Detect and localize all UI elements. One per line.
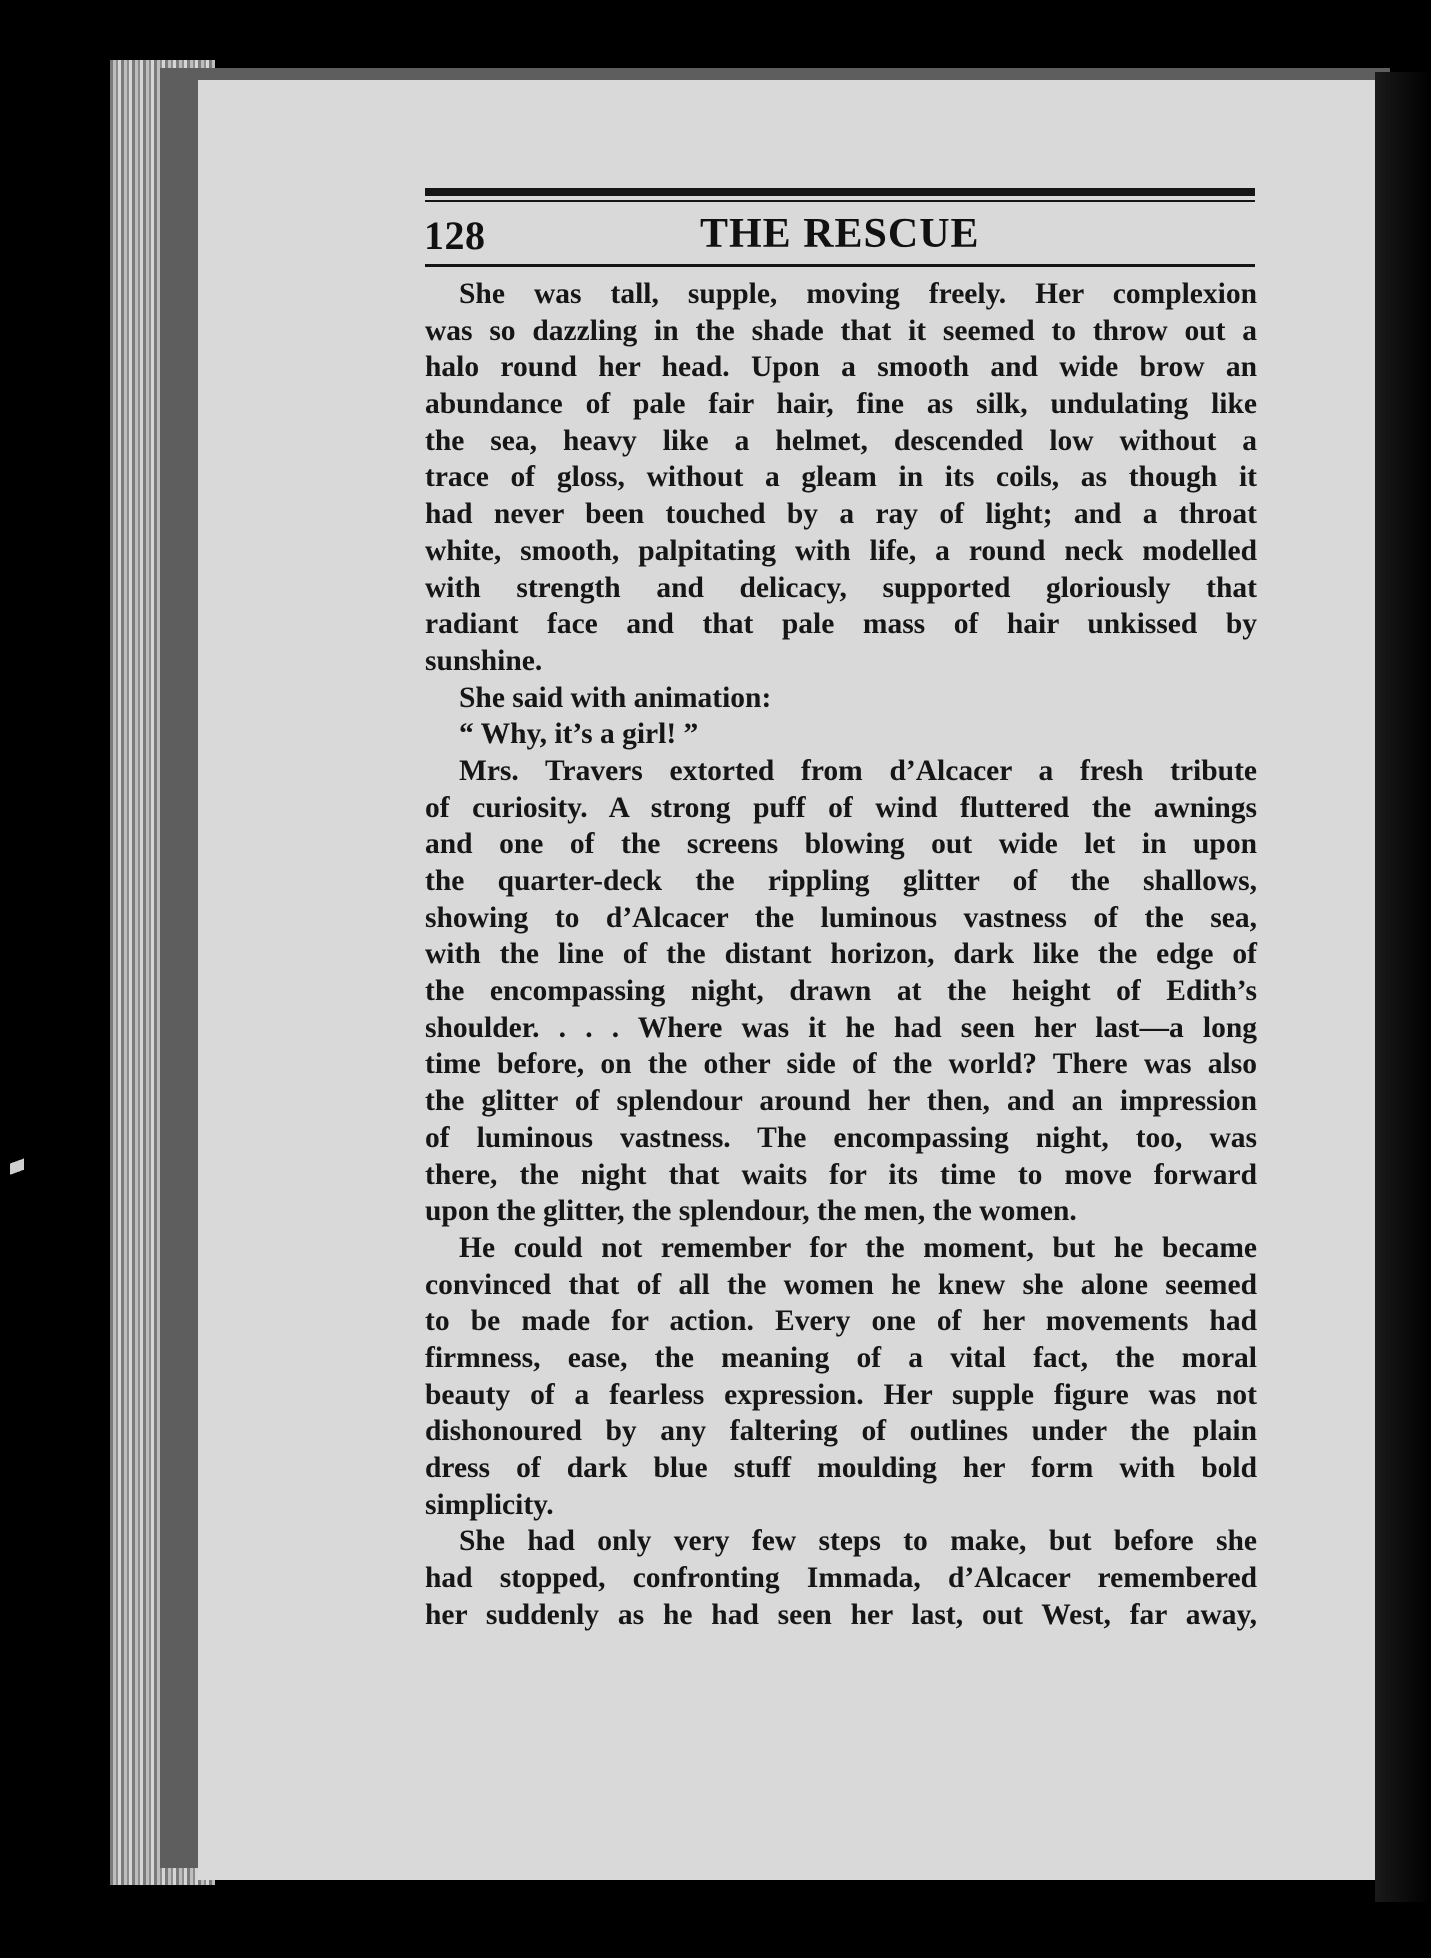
text-line: He could not remember for the moment, but he became	[459, 1231, 1257, 1264]
text-line: to be made for action. Every one of her movements had	[425, 1305, 1257, 1338]
text-line: upon the glitter, the splendour, the men, the women.	[425, 1195, 1077, 1228]
text-line: and one of the screens blowing out wide let in upon	[425, 828, 1257, 861]
text-line: dress of dark blue stuff moulding her form with bold	[425, 1452, 1257, 1484]
text-line: showing to d’Alcacer the luminous vastness of the sea,	[425, 901, 1257, 934]
text-line: was so dazzling in the shade that it seemed to throw out a	[425, 314, 1257, 347]
text-line: dishonoured by any faltering of outlines under the plain	[425, 1415, 1257, 1448]
text-line: the encompassing night, drawn at the height of Edith’s	[425, 975, 1257, 1008]
text-line: radiant face and that pale mass of hair unkissed by	[425, 608, 1257, 641]
header-rule-thick	[425, 188, 1255, 196]
header-rule-thin	[425, 200, 1255, 202]
text-line: her suddenly as he had seen her last, out West, far away,	[425, 1598, 1257, 1631]
text-line: Mrs. Travers extorted from d’Alcacer a fresh tribute	[459, 754, 1257, 787]
text-line: She had only very few steps to make, but before she	[459, 1525, 1257, 1558]
text-line: time before, on the other side of the world? There was also	[425, 1048, 1257, 1081]
running-title: THE RESCUE	[700, 211, 980, 257]
body-text	[425, 276, 1257, 1633]
text-line: there, the night that waits for its time to move forward	[425, 1158, 1257, 1191]
text-line: convinced that of all the women he knew she alone seemed	[425, 1268, 1257, 1301]
text-line: with the line of the distant horizon, dark like the edge of	[425, 938, 1257, 971]
text-line: simplicity.	[425, 1488, 554, 1521]
text-line: of luminous vastness. The encompassing night, too, was	[425, 1121, 1257, 1154]
text-line: with strength and delicacy, supported gloriously that	[425, 571, 1257, 604]
text-line: beauty of a fearless expression. Her supple figure was not	[425, 1378, 1257, 1411]
text-line: the glitter of splendour around her then, and an impression	[425, 1085, 1257, 1118]
gutter-shadow	[1375, 72, 1431, 1902]
text-line: “ Why, it’s a girl! ”	[459, 718, 699, 751]
text-line: She said with animation:	[459, 681, 772, 714]
text-line: halo round her head. Upon a smooth and wide brow an	[425, 351, 1257, 384]
text-line: had stopped, confronting Immada, d’Alcacer remembered	[425, 1562, 1257, 1595]
text-line: She was tall, supple, moving freely. Her complexion	[459, 278, 1257, 310]
text-line: shoulder. . . . Where was it he had seen her last—a long	[425, 1011, 1257, 1044]
page-number: 128	[424, 213, 486, 258]
text-line: had never been touched by a ray of light; and a throat	[425, 498, 1257, 531]
text-line: the sea, heavy like a helmet, descended low without a	[425, 424, 1257, 457]
text-line: the quarter-deck the rippling glitter of the shallows,	[425, 865, 1257, 897]
text-line: white, smooth, palpitating with life, a round neck modelled	[425, 534, 1257, 567]
text-line: abundance of pale fair hair, fine as silk, undulating like	[425, 388, 1257, 421]
header-rule-bottom	[425, 264, 1255, 267]
scan-artifact	[10, 1150, 24, 1190]
text-line: of curiosity. A strong puff of wind fluttered the awnings	[425, 791, 1257, 824]
text-line: sunshine.	[425, 644, 543, 677]
text-line: trace of gloss, without a gleam in its coils, as though it	[425, 461, 1257, 494]
text-line: firmness, ease, the meaning of a vital fact, the moral	[425, 1341, 1257, 1374]
